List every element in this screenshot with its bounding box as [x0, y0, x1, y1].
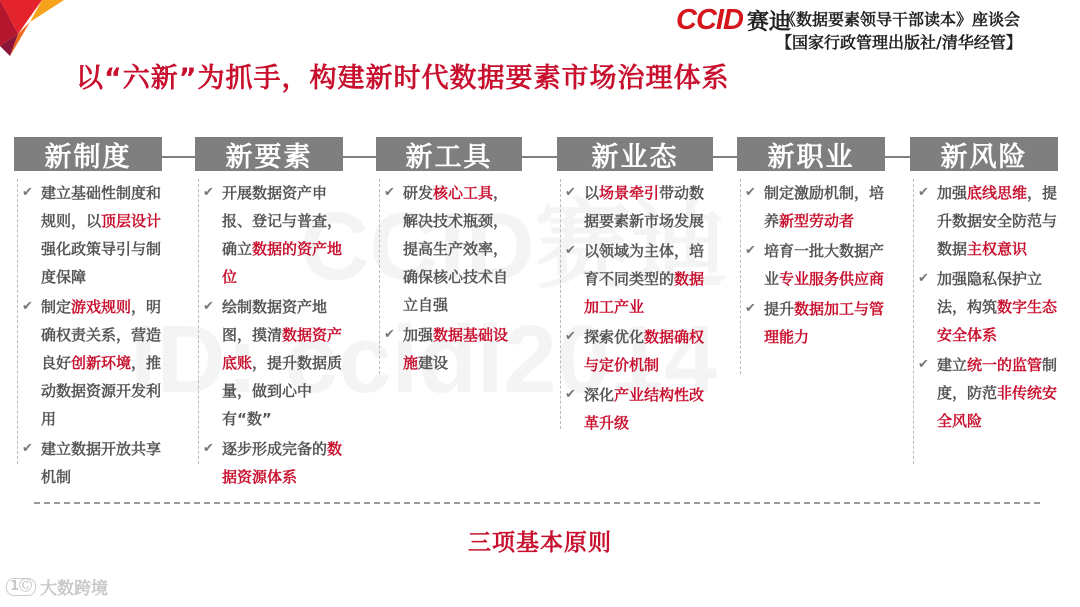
pillar-dashed-line	[198, 179, 199, 464]
pillar-item-list	[14, 179, 162, 491]
pillar-item-list	[195, 179, 343, 491]
list-item	[565, 179, 713, 235]
pillar-dashed-line	[17, 179, 18, 464]
list-item	[565, 323, 713, 379]
pillar-body	[557, 179, 713, 437]
bottom-divider	[34, 502, 1040, 504]
list-item	[918, 351, 1058, 435]
pillar-dashed-line	[379, 179, 380, 374]
item-text: ，明确权责关系，营造良好	[41, 298, 162, 372]
item-text: 加强	[937, 184, 968, 202]
highlight-text: 数字生态安全体系	[937, 298, 1058, 344]
pillar-title: 新工具	[376, 137, 522, 171]
check-icon: ✔	[22, 299, 33, 314]
item-text: ，提升数据安全防范与数据	[937, 184, 1058, 258]
pillar-column	[195, 137, 343, 493]
item-text: 以	[584, 184, 600, 202]
item-text: 提升	[764, 300, 795, 318]
principles-title: 三项基本原则	[468, 530, 612, 556]
item-text: 建设	[418, 354, 449, 372]
check-icon: ✔	[203, 441, 214, 456]
footer-logo	[6, 574, 108, 599]
highlight-text: 数据资源体系	[222, 440, 343, 486]
check-icon: ✔	[384, 327, 395, 342]
list-item	[203, 435, 343, 491]
pillar-title: 新业态	[557, 137, 713, 171]
highlight-text: 数据资产底账	[222, 326, 343, 372]
item-text: ，解决技术瓶颈，提高生产效率，确保核心技术自立自强	[403, 184, 509, 314]
highlight-text: 数据加工产业	[584, 270, 705, 316]
item-text: 制度，防范	[937, 356, 1058, 402]
highlight-text: 底线思维	[967, 184, 1028, 202]
pillar-item-list	[376, 179, 522, 377]
list-item	[745, 179, 885, 235]
list-item	[745, 237, 885, 293]
highlight-text: 顶层设计	[101, 212, 162, 230]
pillar-item-list	[910, 179, 1058, 435]
check-icon: ✔	[918, 185, 929, 200]
list-item	[203, 179, 343, 291]
item-text: 培育一批大数据产业	[764, 242, 885, 288]
pillar-body	[376, 179, 522, 377]
list-item	[203, 293, 343, 433]
item-text: 建立基础性制度和规则，以	[41, 184, 162, 230]
highlight-text: 主权意识	[967, 240, 1028, 258]
item-text: 开展数据资产申报、登记与普查，确立	[222, 184, 343, 258]
list-item	[384, 321, 522, 377]
pillar-column	[14, 137, 162, 493]
item-text: 加强隐私保护立法，构筑	[937, 270, 1043, 316]
header-divider-line	[14, 156, 1056, 158]
check-icon: ✔	[918, 271, 929, 286]
list-item	[384, 179, 522, 319]
highlight-text: 非传统安全风险	[937, 384, 1058, 430]
check-icon: ✔	[203, 185, 214, 200]
highlight-text: 数据加工与管理能力	[764, 300, 885, 346]
item-text: 制定	[41, 298, 72, 316]
check-icon: ✔	[745, 185, 756, 200]
pillar-item-list	[737, 179, 885, 351]
highlight-text: 核心工具	[433, 184, 494, 202]
list-item	[22, 293, 162, 433]
check-icon: ✔	[565, 329, 576, 344]
check-icon: ✔	[565, 387, 576, 402]
check-icon: ✔	[745, 301, 756, 316]
ccid-logo: CCID	[676, 4, 743, 36]
check-icon: ✔	[384, 185, 395, 200]
corner-decoration	[0, 0, 70, 60]
list-item	[22, 435, 162, 491]
item-text: 探索优化	[584, 328, 645, 346]
highlight-text: 统一的监管	[967, 356, 1043, 374]
footer-mark-icon: 1Ⓒ	[6, 578, 36, 596]
check-icon: ✔	[203, 299, 214, 314]
highlight-text: 数据确权与定价机制	[584, 328, 705, 374]
pillar-title: 新风险	[910, 137, 1058, 171]
list-item	[745, 295, 885, 351]
check-icon: ✔	[22, 185, 33, 200]
brand-logo	[676, 4, 791, 37]
pillar-title: 新要素	[195, 137, 343, 171]
highlight-text: 产业结构性改革升级	[584, 386, 705, 432]
item-text: 制定激励机制，培养	[764, 184, 885, 230]
pillar-body	[737, 179, 885, 351]
pillar-body	[910, 179, 1058, 435]
list-item	[565, 381, 713, 437]
item-text: 以领域为主体，培育不同类型的	[584, 242, 705, 288]
item-text: 加强	[403, 326, 434, 344]
highlight-text: 数据的资产地位	[222, 240, 343, 286]
pillar-body	[14, 179, 162, 491]
pillar-title: 新制度	[14, 137, 162, 171]
item-text: 建立数据开放共享机制	[41, 440, 162, 486]
item-text: 带动数据要素新市场发展	[584, 184, 705, 230]
item-text: 逐步形成完备的	[222, 440, 328, 458]
highlight-text: 创新环境	[71, 354, 132, 372]
item-text: 绘制数据资产地图，摸清	[222, 298, 328, 344]
list-item	[22, 179, 162, 291]
list-item	[918, 179, 1058, 263]
pillar-title: 新职业	[737, 137, 885, 171]
pillar-body	[195, 179, 343, 491]
pillar-dashed-line	[913, 179, 914, 464]
check-icon: ✔	[565, 243, 576, 258]
pillar-column	[376, 137, 522, 379]
item-text: ，推动数据资源开发利用	[41, 354, 162, 428]
pillar-item-list	[557, 179, 713, 437]
item-text: ，提升数据质量，做到心中有“数”	[222, 354, 343, 428]
check-icon: ✔	[745, 243, 756, 258]
pillar-column	[910, 137, 1058, 437]
highlight-text: 专业服务供应商	[779, 270, 885, 288]
pillar-dashed-line	[560, 179, 561, 429]
item-text: 研发	[403, 184, 434, 202]
item-text: 强化政策导引与制度保障	[41, 240, 162, 286]
pillar-column	[737, 137, 885, 353]
ccid-logo-cn: 赛迪	[746, 10, 791, 35]
meeting-subtitle: 【国家行政管理出版社/清华经管】	[776, 33, 1022, 52]
check-icon: ✔	[565, 185, 576, 200]
page-title: 以“六新”为抓手，构建新时代数据要素市场治理体系	[76, 63, 730, 94]
list-item	[918, 265, 1058, 349]
highlight-text: 游戏规则	[71, 298, 132, 316]
item-text: 深化	[584, 386, 615, 404]
pillar-column	[557, 137, 713, 439]
footer-brand-name: 大数跨境	[40, 579, 109, 599]
list-item	[565, 237, 713, 321]
meeting-title: 《数据要素领导干部读本》座谈会	[780, 10, 1021, 29]
highlight-text: 场景牵引	[599, 184, 660, 202]
highlight-text: 数据基础设施	[403, 326, 509, 372]
check-icon: ✔	[918, 357, 929, 372]
pillar-dashed-line	[740, 179, 741, 374]
check-icon: ✔	[22, 441, 33, 456]
item-text: 建立	[937, 356, 968, 374]
highlight-text: 新型劳动者	[779, 212, 855, 230]
